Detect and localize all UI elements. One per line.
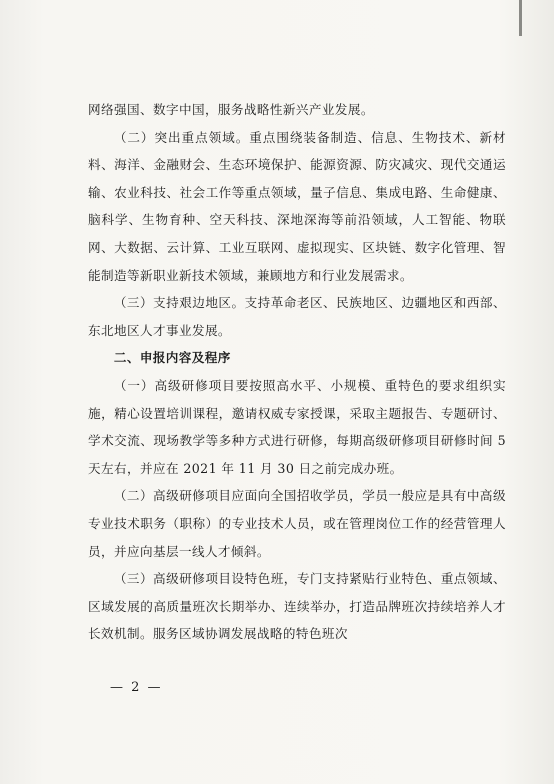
section-heading: 二、申报内容及程序 [113,350,231,366]
staple-mark [519,0,522,36]
paragraph-5: （二）高级研修项目应面向全国招收学员，学员一般应是具有中高级专业技术职务（职称）的专业技术人员，或在管理岗位工作的经营管理人员，并应向基层一线人才倾斜。 [88,488,506,559]
page-number: — 2 — [110,680,163,695]
body-text [88,96,506,648]
paragraph-2: （二）突出重点领域。重点围绕装备制造、信息、生物技术、新材料、海洋、金融财会、生态环境保护、能源资源、防灾减灾、现代交通运输、农业科技、社会工作等重点领域，量子信息、集成电路、生命健康、脑科学、生物育种、空天科技、深地深海等前沿领域，人工智能、物联网、大数据、云计算、工业互联网、虚拟现实、区块链、数字化管理、智能制造等新职业新技术领域，兼顾地方和行业发展需求。 [88,129,506,283]
paragraph-4: （一）高级研修项目要按照高水平、小规模、重特色的要求组织实施，精心设置培训课程，邀请权威专家授课，采取主题报告、专题研讨、学术交流、现场教学等多种方式进行研修，每期高级研修项目研修时间 5 天左右，并应在 2021 年 11 月 30 日之前完成办班。 [88,377,506,476]
paragraph-3: （三）支持艰边地区。支持革命老区、民族地区、边疆地区和西部、东北地区人才事业发展。 [88,295,506,338]
paragraph-1: 网络强国、数字中国，服务战略性新兴产业发展。 [88,102,374,117]
paragraph-6: （三）高级研修项目设特色班，专门支持紧贴行业特色、重点领域、区域发展的高质量班次长期举办、连续举办，打造品牌班次持续培养人才长效机制。服务区域协调发展战略的特色班次 [88,571,506,642]
